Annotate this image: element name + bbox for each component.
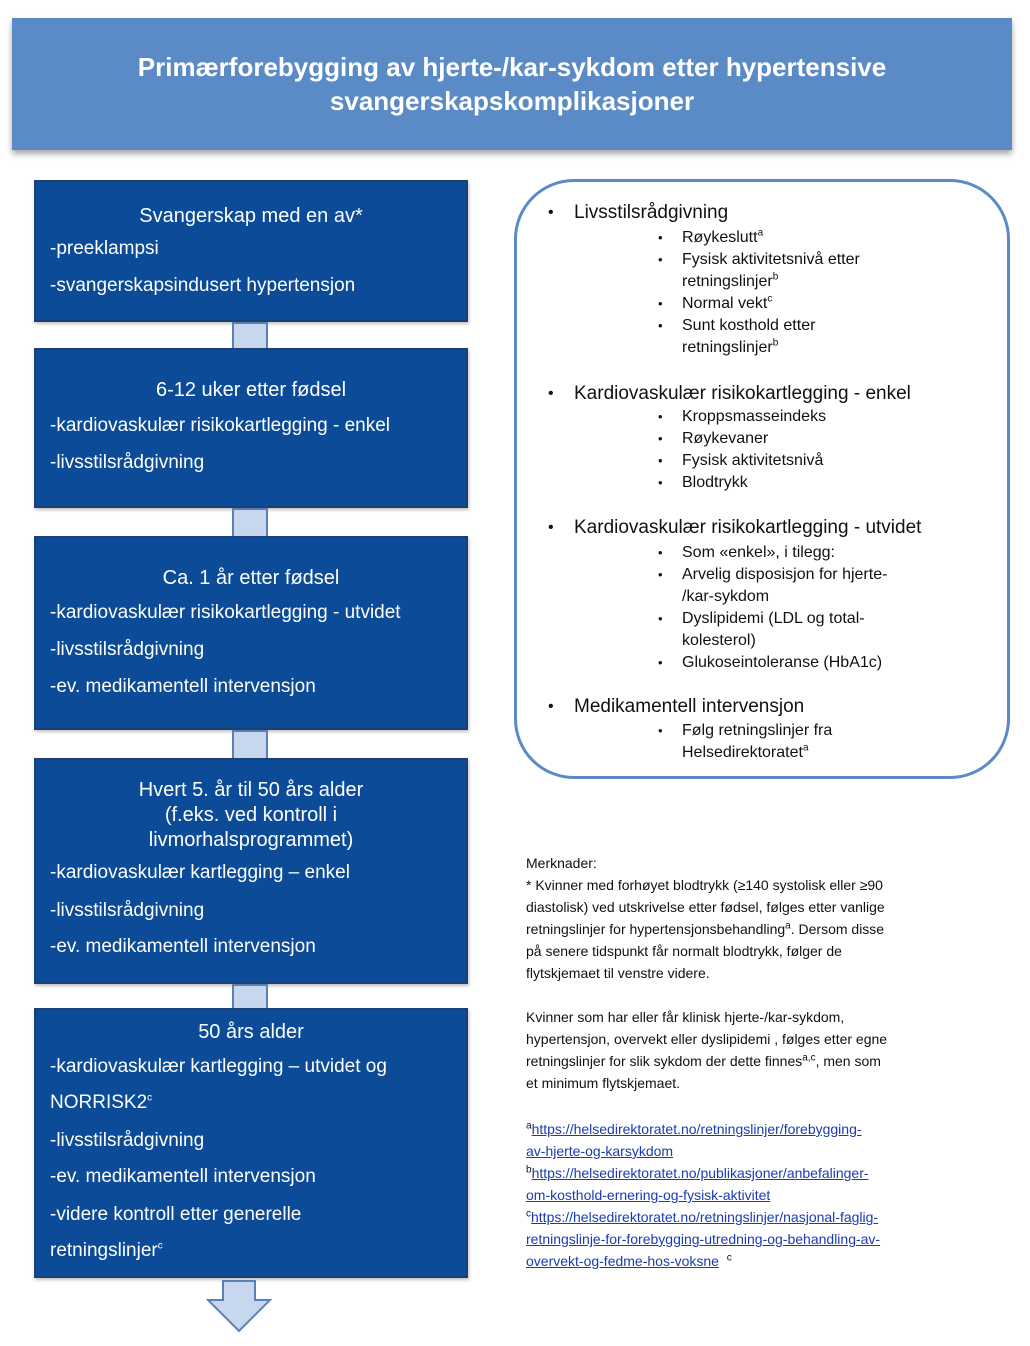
- flow-step-item: NORRISK2$^c$: [50, 1092, 153, 1113]
- notes-line: flytskjemaet til venstre videre.: [526, 965, 710, 981]
- flow-connector: [232, 508, 268, 538]
- flow-step-1-year: [34, 536, 468, 730]
- panel-item: Helsedirektoratet$^a$: [682, 742, 809, 761]
- panel-section-title: Kardiovaskulær risikokartlegging - utvidet: [574, 517, 922, 538]
- notes-line: på senere tidspunkt får normalt blodtrykk, følger de: [526, 943, 842, 959]
- notes-line: et minimum flytskjemaet.: [526, 1075, 681, 1091]
- flow-step-item: -kardiovaskulær kartlegging – utvidet og: [50, 1056, 387, 1077]
- bullet-icon: •: [548, 204, 554, 221]
- panel-item: Som «enkel», i tilegg:: [682, 544, 835, 561]
- flow-step-item: -svangerskapsindusert hypertensjon: [50, 275, 356, 296]
- reference-link-b-cont[interactable]: om-kosthold-ernering-og-fysisk-aktivitet: [526, 1187, 771, 1203]
- flow-step-subtitle: (f.eks. ved kontroll i: [164, 804, 338, 826]
- references-list: [526, 1118, 986, 1272]
- flow-step-item: -livsstilsrådgivning: [50, 900, 205, 921]
- notes-line: Kvinner som har eller får klinisk hjerte-/kar-sykdom,: [526, 1009, 845, 1025]
- panel-item: retningslinjer$^b$: [682, 337, 779, 356]
- flow-step-title: Ca. 1 år etter fødsel: [162, 567, 340, 589]
- bullet-icon: •: [548, 385, 554, 402]
- page-title-line-1: Primærforebygging av hjerte-/kar-sykdom etter hypertensive: [137, 52, 887, 82]
- panel-item: retningslinjer$^b$: [682, 271, 779, 290]
- flow-step-item: -ev. medikamentell intervensjon: [50, 676, 316, 697]
- flow-step-item: -videre kontroll etter generelle: [50, 1204, 302, 1225]
- page-title-banner: [12, 18, 1012, 150]
- flow-step-item: retningslinjer$^c$: [50, 1240, 163, 1261]
- flow-step-title: Hvert 5. år til 50 års alder: [138, 779, 364, 801]
- bullet-icon: •: [658, 230, 663, 245]
- reference-link-a[interactable]: $^a$https://helsedirektoratet.no/retningslinjer/forebygging-: [526, 1120, 862, 1137]
- bullet-icon: •: [658, 545, 663, 560]
- bullet-icon: •: [548, 519, 554, 536]
- panel-item: Sunt kosthold etter: [682, 317, 816, 334]
- flow-step-pregnancy: [34, 180, 468, 322]
- panel-item: Kroppsmasseindeks: [682, 408, 827, 425]
- flow-step-item: -ev. medikamentell intervensjon: [50, 936, 316, 957]
- notes-line: diastolisk) ved utskrivelse etter fødsel, følges etter vanlige: [526, 899, 885, 915]
- flow-step-item: -livsstilsrådgivning: [50, 452, 205, 473]
- flow-step-item: -ev. medikamentell intervensjon: [50, 1166, 316, 1187]
- flow-step-item: -livsstilsrådgivning: [50, 639, 205, 660]
- reference-link-b[interactable]: $^b$https://helsedirektoratet.no/publikasjoner/anbefalinger-: [526, 1164, 869, 1181]
- panel-item: kolesterol): [682, 632, 756, 649]
- flow-step-subtitle: livmorhalsprogrammet): [148, 829, 354, 851]
- flow-step-every-5-years: [34, 758, 468, 984]
- bullet-icon: •: [658, 453, 663, 468]
- panel-item: Glukoseintoleranse (HbA1c): [682, 654, 883, 671]
- flow-step-item: -preeklampsi: [50, 238, 159, 259]
- notes-section: [526, 852, 986, 1094]
- flow-connector: [232, 984, 268, 1010]
- flow-step-title: 6-12 uker etter fødsel: [155, 379, 347, 401]
- panel-item: Blodtrykk: [682, 474, 748, 491]
- flow-step-6-12-weeks: [34, 348, 468, 508]
- bullet-icon: •: [658, 475, 663, 490]
- reference-link-c-cont[interactable]: retningslinje-for-forebygging-utredning-og-behandling-av-: [526, 1231, 881, 1247]
- flow-step-item: -kardiovaskulær risikokartlegging - enkel: [50, 415, 391, 436]
- panel-item: Normal vekt$^c$: [682, 293, 773, 312]
- flow-connector: [232, 730, 268, 760]
- panel-item: Dyslipidemi (LDL og total-: [682, 610, 865, 627]
- bullet-icon: •: [658, 431, 663, 446]
- reference-link-c-cont[interactable]: overvekt-og-fedme-hos-voksne $^c$: [526, 1252, 732, 1269]
- notes-line: * Kvinner med forhøyet blodtrykk (≥140 systolisk eller ≥90: [526, 877, 883, 893]
- flow-step-item: -livsstilsrådgivning: [50, 1130, 205, 1151]
- down-arrow-icon: [206, 1280, 272, 1334]
- flow-step-item: -kardiovaskulær risikokartlegging - utvidet: [50, 602, 401, 623]
- panel-section-title: Kardiovaskulær risikokartlegging - enkel: [574, 383, 911, 404]
- panel-item: Arvelig disposisjon for hjerte-: [682, 566, 888, 583]
- bullet-icon: •: [658, 611, 663, 626]
- panel-item: /kar-sykdom: [682, 588, 770, 605]
- reference-link-a-cont[interactable]: av-hjerte-og-karsykdom: [526, 1143, 674, 1159]
- bullet-icon: •: [658, 252, 663, 267]
- panel-section-title: Medikamentell intervensjon: [574, 696, 805, 717]
- panel-item: Fysisk aktivitetsnivå etter: [682, 251, 860, 268]
- notes-line: retningslinjer for hypertensjonsbehandling$^a$. Dersom disse: [526, 920, 885, 937]
- panel-item: Røykeslutt$^a$: [682, 227, 764, 246]
- bullet-icon: •: [658, 655, 663, 670]
- bullet-icon: •: [658, 723, 663, 738]
- bullet-icon: •: [548, 698, 554, 715]
- panel-item: Røykevaner: [682, 430, 769, 447]
- page-title-line-2: svangerskapskomplikasjoner: [329, 86, 695, 116]
- panel-section-title: Livsstilsrådgivning: [574, 202, 729, 223]
- panel-item: Fysisk aktivitetsnivå: [682, 452, 824, 469]
- reference-link-c[interactable]: $^c$https://helsedirektoratet.no/retningslinjer/nasjonal-faglig-: [526, 1208, 879, 1225]
- flow-connector: [232, 322, 268, 350]
- flow-step-item: -kardiovaskulær kartlegging – enkel: [50, 862, 350, 883]
- bullet-icon: •: [658, 296, 663, 311]
- bullet-icon: •: [658, 567, 663, 582]
- notes-line: retningslinjer for slik sykdom der dette finnes$^{a,c}$, men som: [526, 1052, 881, 1069]
- notes-heading: Merknader:: [526, 855, 597, 871]
- notes-line: hypertensjon, overvekt eller dyslipidemi , følges etter egne: [526, 1031, 888, 1047]
- bullet-icon: •: [658, 409, 663, 424]
- flow-step-50-years: [34, 1008, 468, 1278]
- flow-step-title: 50 års alder: [198, 1021, 304, 1043]
- bullet-icon: •: [658, 318, 663, 333]
- flow-step-title: Svangerskap med en av*: [139, 205, 363, 227]
- panel-item: Følg retningslinjer fra: [682, 722, 833, 739]
